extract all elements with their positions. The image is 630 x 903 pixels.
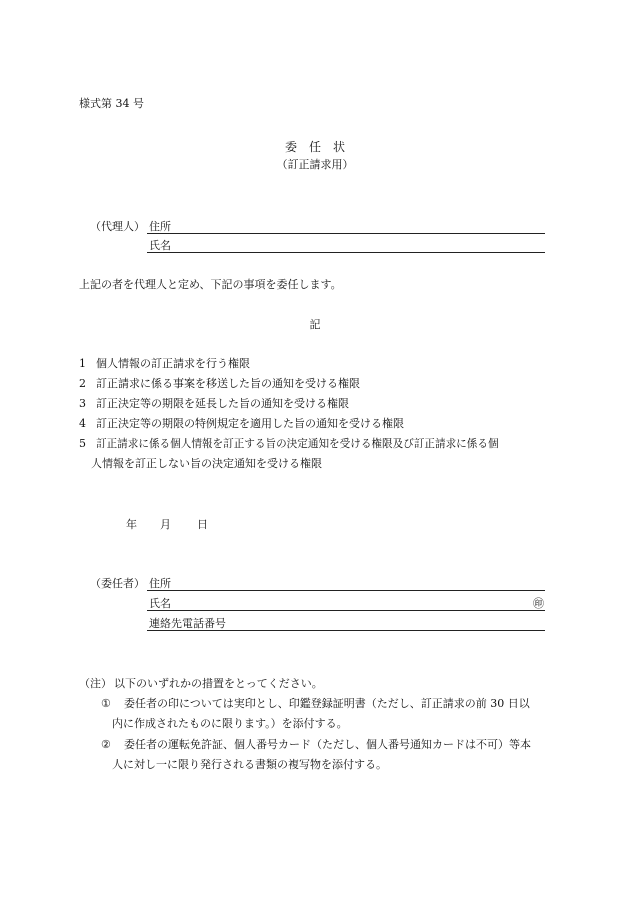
note-item-line: 委任者の印については実印とし、印鑑登録証明書（ただし、訂正請求の前 30 日以: [124, 697, 530, 710]
agent-name-line[interactable]: [147, 252, 545, 253]
agent-name-label: 氏名: [149, 239, 171, 252]
document-title: 委 任 状: [284, 140, 345, 154]
note-label: （注）: [79, 677, 112, 690]
note-item-line: 人に対し一に限り発行される書類の複写物を添付する。: [112, 758, 387, 771]
principal-phone-label: 連絡先電話番号: [149, 617, 226, 630]
list-item-number: 1: [79, 357, 86, 370]
principal-role-label: （委任者）: [90, 577, 145, 590]
agent-role-label: （代理人）: [90, 220, 145, 233]
form-number: 様式第 34 号: [79, 97, 144, 110]
list-item: 訂正請求に係る事案を移送した旨の通知を受ける権限: [96, 377, 360, 390]
list-item: 訂正請求に係る個人情報を訂正する旨の決定通知を受ける権限及び訂正請求に係る個: [96, 438, 499, 450]
delegation-statement: 上記の者を代理人と定め、下記の事項を委任します。: [79, 278, 342, 291]
document-subtitle: （訂正請求用）: [276, 158, 354, 171]
agent-address-line[interactable]: [147, 233, 545, 234]
list-item: 訂正決定等の期限を延長した旨の通知を受ける権限: [96, 397, 349, 410]
principal-address-label: 住所: [149, 577, 171, 590]
seal-mark: ㊞: [533, 597, 544, 610]
note-intro: 以下のいずれかの措置をとってください。: [114, 677, 323, 690]
date-day: 日: [197, 518, 208, 531]
list-item-number: 5: [79, 437, 86, 450]
list-item-number: 4: [79, 417, 86, 430]
ki-heading: 記: [309, 318, 321, 331]
note-item-line: 内に作成されたものに限ります。）を添付する。: [112, 717, 348, 730]
list-item-number: 2: [79, 377, 86, 390]
date-month: 月: [160, 518, 171, 531]
note-item-mark: ①: [101, 697, 111, 710]
note-item-line: 委任者の運転免許証、個人番号カード（ただし、個人番号通知カードは不可）等本: [124, 738, 531, 751]
list-item: 訂正決定等の期限の特例規定を適用した旨の通知を受ける権限: [96, 417, 404, 430]
date-year: 年: [126, 518, 137, 531]
principal-name-line[interactable]: [147, 610, 545, 611]
list-item-number: 3: [79, 397, 86, 410]
list-item: 個人情報の訂正請求を行う権限: [96, 357, 250, 370]
list-item-continuation: 人情報を訂正しない旨の決定通知を受ける権限: [91, 457, 322, 470]
principal-phone-line[interactable]: [147, 630, 545, 631]
agent-address-label: 住所: [149, 220, 171, 233]
principal-address-line[interactable]: [147, 590, 545, 591]
principal-name-label: 氏名: [149, 597, 171, 610]
note-item-mark: ②: [101, 738, 111, 751]
